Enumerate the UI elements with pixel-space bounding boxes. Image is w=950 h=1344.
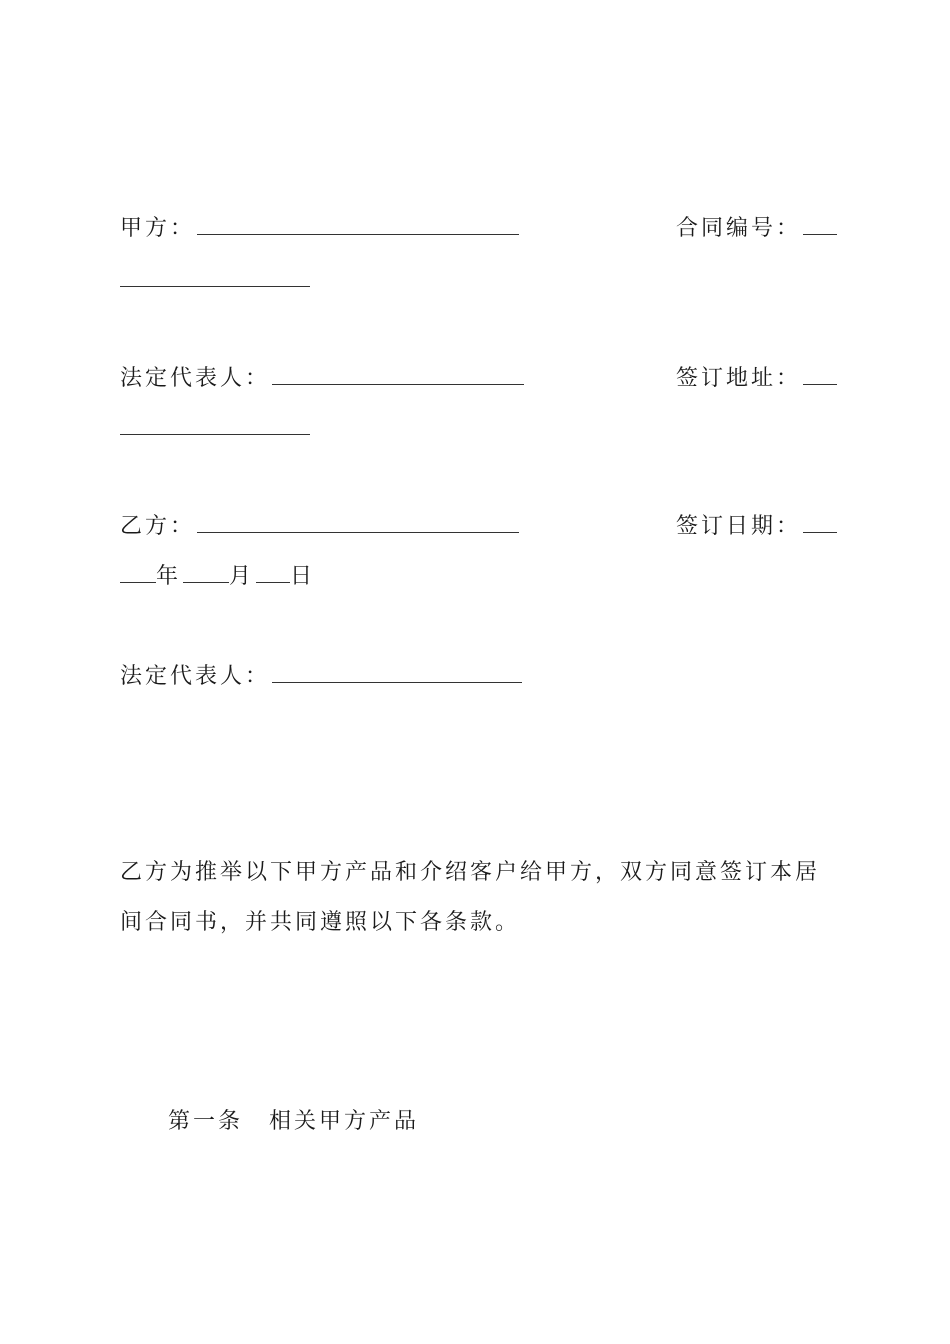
sign-date-blank[interactable] — [803, 512, 837, 533]
sign-place-label: 签订地址： — [676, 366, 802, 391]
year-blank[interactable] — [120, 562, 156, 583]
day-blank[interactable] — [256, 562, 290, 583]
contract-no-label: 合同编号： — [676, 216, 802, 241]
day-label: 日 — [290, 564, 316, 589]
contract-no-blank[interactable] — [803, 214, 837, 235]
party-a-rep-label: 法定代表人： — [120, 366, 271, 391]
year-label: 年 — [156, 564, 182, 589]
month-label: 月 — [229, 564, 255, 589]
party-a-label: 甲方： — [120, 216, 196, 241]
intro-paragraph: 乙方为推举以下甲方产品和介绍客户给甲方，双方同意签订本居间合同书，并共同遵照以下各条款。 — [120, 860, 821, 935]
article-1-heading — [168, 1108, 419, 1136]
sign-place-row — [676, 364, 837, 393]
party-b-blank[interactable] — [197, 512, 519, 533]
sign-date-label: 签订日期： — [676, 514, 802, 539]
party-a-row — [120, 214, 519, 243]
party-a-blank[interactable] — [197, 214, 519, 235]
party-a-rep-row — [120, 364, 524, 393]
month-blank[interactable] — [183, 562, 229, 583]
article-1-title: 相关甲方产品 — [269, 1109, 420, 1134]
party-b-rep-label: 法定代表人： — [120, 664, 271, 689]
party-b-rep-blank[interactable] — [272, 662, 522, 683]
contract-no-blank-continued[interactable] — [120, 286, 310, 287]
contract-no-row — [676, 214, 837, 243]
article-1-number: 第一条 — [168, 1109, 244, 1134]
sign-place-blank[interactable] — [803, 364, 837, 385]
sign-date-row — [676, 512, 837, 541]
party-b-row — [120, 512, 519, 541]
sign-place-blank-continued[interactable] — [120, 434, 310, 435]
party-b-rep-row — [120, 662, 522, 691]
party-b-label: 乙方： — [120, 514, 196, 539]
sign-date-detail-row — [120, 562, 315, 591]
party-a-rep-blank[interactable] — [272, 364, 524, 385]
